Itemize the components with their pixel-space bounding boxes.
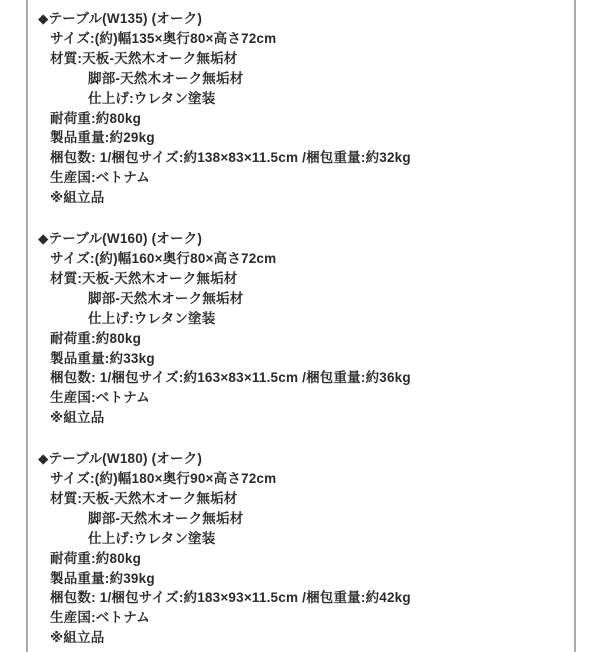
spec-load-capacity-line: 耐荷重:約80kg [50,330,142,346]
spec-section-w180 [38,449,570,648]
spec-size-line: サイズ:(約)幅135×奥行80×高さ72cm [50,30,277,46]
spec-packing-line: 梱包数: 1/梱包サイズ:約183×93×11.5cm /梱包重量:約42kg [50,590,411,606]
section-title: テーブル(W180) (オーク) [48,451,203,467]
spec-finish-line: 仕上げ:ウレタン塗装 [88,530,216,546]
spec-material-top-line: 材質:天板-天然木オーク無垢材 [50,270,238,286]
diamond-bullet-icon: ◆ [38,11,49,26]
spec-section-w135 [38,9,570,208]
spec-product-weight-line: 製品重量:約29kg [50,130,155,146]
spec-load-capacity-line: 耐荷重:約80kg [50,110,142,126]
right-border-line [574,0,576,652]
spec-assembly-note-line: ※組立品 [50,410,105,426]
spec-finish-line: 仕上げ:ウレタン塗装 [88,310,216,326]
spec-packing-line: 梱包数: 1/梱包サイズ:約138×83×11.5cm /梱包重量:約32kg [50,150,411,166]
section-heading [38,229,570,249]
spec-product-weight-line: 製品重量:約33kg [50,350,155,366]
spec-origin-line: 生産国:ベトナム [50,170,150,186]
spec-material-leg-line: 脚部-天然木オーク無垢材 [88,70,244,86]
section-title: テーブル(W160) (オーク) [48,231,203,247]
section-title: テーブル(W135) (オーク) [48,11,203,26]
spec-material-top-line: 材質:天板-天然木オーク無垢材 [50,50,238,66]
spec-assembly-note-line: ※組立品 [50,630,105,646]
left-border-line [26,0,28,652]
diamond-bullet-icon: ◆ [38,451,49,467]
section-heading [38,9,570,29]
spec-content [38,9,570,652]
spec-material-leg-line: 脚部-天然木オーク無垢材 [88,510,244,526]
spec-finish-line: 仕上げ:ウレタン塗装 [88,90,216,106]
spec-section-w160 [38,229,570,428]
spec-material-leg-line: 脚部-天然木オーク無垢材 [88,290,244,306]
spec-assembly-note-line: ※組立品 [50,190,105,206]
spec-material-top-line: 材質:天板-天然木オーク無垢材 [50,490,238,506]
spec-origin-line: 生産国:ベトナム [50,390,150,406]
diamond-bullet-icon: ◆ [38,231,49,247]
section-heading [38,449,570,469]
spec-size-line: サイズ:(約)幅160×奥行80×高さ72cm [50,250,277,266]
spec-load-capacity-line: 耐荷重:約80kg [50,550,142,566]
spec-product-weight-line: 製品重量:約39kg [50,570,155,586]
spec-packing-line: 梱包数: 1/梱包サイズ:約163×83×11.5cm /梱包重量:約36kg [50,370,411,386]
spec-size-line: サイズ:(約)幅180×奥行90×高さ72cm [50,471,277,487]
spec-origin-line: 生産国:ベトナム [50,610,150,626]
